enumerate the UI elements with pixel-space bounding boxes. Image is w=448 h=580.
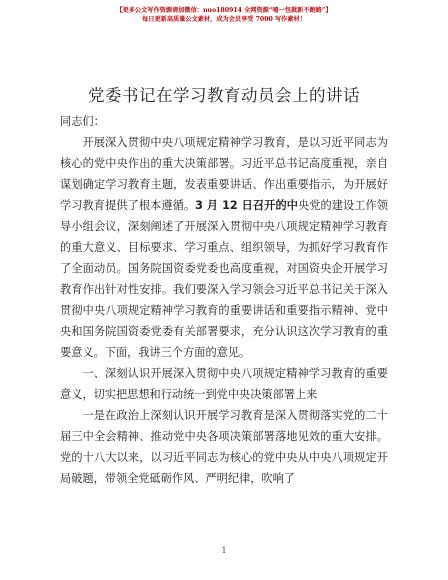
paragraph-intro xyxy=(60,132,388,363)
document-body xyxy=(60,111,388,489)
banner-line-1: 【更多公文写作资源请加微信：nuo180914 全网资源“嘻一包就新不跑路”】 xyxy=(116,7,332,14)
paragraph-intro-text: 开展深入贯彻中央八项规定精神学习教育，是以习近平同志为核心的党中央作出的重大决策部署。习近平总书记高度重视，亲自谋划确定学习教育主题，发表重要讲话、作出重要指示，为开展好学习教育提供了根本遵循。 xyxy=(60,136,388,212)
section-heading-1: 一、深刻认识开展深入贯彻中央八项规定精神学习教育的重要意义，切实把思想和行动统一到党中央决策部署上来 xyxy=(60,367,388,401)
banner-line-2: 每日更新高质量公文素材，成为会员享受 7000 写作素材！ xyxy=(142,16,306,23)
document-title: 党委书记在学习教育动员会上的讲话 xyxy=(88,86,360,105)
date-highlight: 3 月 12 日召开的中 xyxy=(195,199,298,212)
greeting: 同志们： xyxy=(60,115,105,128)
paragraph-point-1: 一是在政治上深刻认识开展学习教育是深入贯彻落实党的二十届三中全会精神、推动党中央各项决策部署落地见效的重大安排。党的十八大以来，以习近平同志为核心的党中央从中央八项规定开局破题，带领全党砥砺作风、严明纪律，吹响了 xyxy=(60,409,388,485)
header-banner xyxy=(0,6,448,24)
page-number: 1 xyxy=(221,546,227,555)
paragraph-intro-rest: 央党的建设工作领导小组会议，深刻阐述了开展深入贯彻中央八项规定精神学习教育的重大意义、目标要求、学习重点、组织领导，为抓好学习教育作了全面动员。国务院国资委党委也高度重视，对国资央企开展学习教育作出针对性安排。我们要深入学习领会习近平总书记关于深入贯彻中央八项规定精神学习教育的重要讲话和重要指示精神、党中央和国务院国资委党委有关部署要求，充分认识这次学习教育的重要意义。下面，我讲三个方面的意见。 xyxy=(60,199,388,359)
